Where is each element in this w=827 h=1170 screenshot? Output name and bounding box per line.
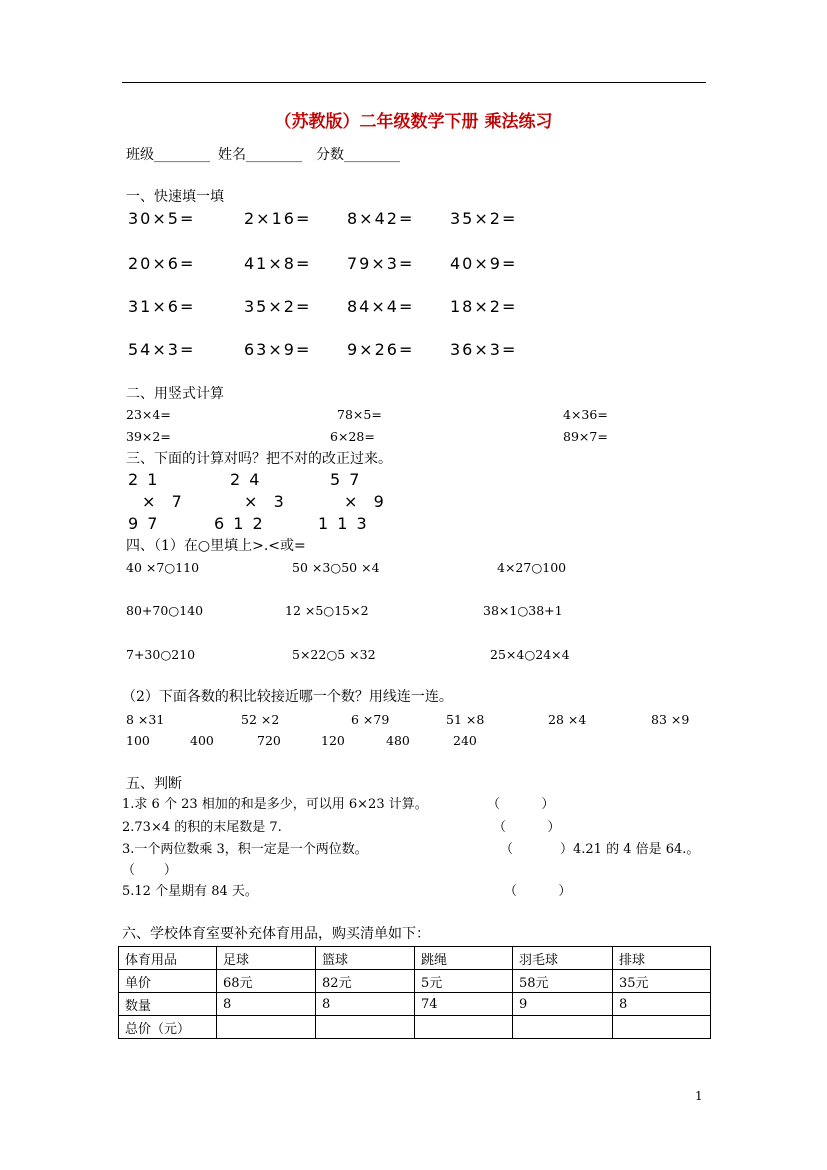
table-cell: 羽毛球 [513,947,613,970]
s4-number: 120 [321,733,345,748]
judge-q4: ）4.21 的 4 倍是 64.。 [560,842,700,857]
table-cell: 68元 [217,970,316,993]
table-cell: 8 [316,993,415,1016]
section4-sub-heading: （2）下面各数的积比较接近哪一个数？用线连一连。 [122,689,453,705]
table-cell: 8 [217,993,316,1016]
s1-item: 9×26= [347,340,415,359]
s4-product: 52 ×2 [241,712,280,727]
s4-item: 40 ×7○110 [126,560,200,575]
s4-item: 4×27○100 [497,560,567,575]
s2-item: 23×4= [126,407,171,422]
section6-heading: 六、学校体育室要补充体育用品，购买清单如下： [122,926,430,942]
s1-item: 30×5= [128,209,196,228]
s2-item: 4×36= [563,407,608,422]
header-rule [122,82,706,83]
judge-paren: （ ） [493,820,561,835]
table-cell: 82元 [316,970,415,993]
s4-item: 80+70○140 [126,603,204,618]
s4-product: 6 ×79 [351,712,390,727]
table-cell: 跳绳 [415,947,513,970]
s1-item: 36×3= [450,340,518,359]
s1-item: 54×3= [128,340,196,359]
s1-item: 63×9= [244,340,312,359]
table-row [119,947,711,970]
s3-mid: × 7 [142,492,184,511]
table-cell: 单价 [119,970,217,993]
s1-item: 40×9= [450,254,518,273]
name-field: 姓名________ [218,147,302,163]
s1-item: 20×6= [128,254,196,273]
table-cell: 篮球 [316,947,415,970]
table-cell: 数量 [119,993,217,1016]
s1-item: 31×6= [128,297,196,316]
s3-res: 9 7 [128,514,160,533]
section5-heading: 五、判断 [126,776,182,792]
section2-heading: 二、用竖式计算 [126,386,224,402]
s4-item: 50 ×3○50 ×4 [292,560,380,575]
table-cell: 5元 [415,970,513,993]
page-title: （苏教版）二年级数学下册 乘法练习 [274,112,553,132]
s2-item: 6×28= [330,429,375,444]
s3-mid: × 9 [344,492,386,511]
table-cell: 74 [415,993,513,1016]
s1-item: 84×4= [347,297,415,316]
table-cell: 9 [513,993,613,1016]
judge-paren: （ ） [504,884,572,899]
table-cell: 体育用品 [119,947,217,970]
table-cell: 58元 [513,970,613,993]
page-number: 1 [695,1089,703,1103]
s4-number: 720 [257,733,281,748]
table-input-cell[interactable] [316,1016,415,1039]
judge-q3: 3.一个两位数乘 3，积一定是一个两位数。 [122,842,368,857]
s4-number: 400 [190,733,214,748]
judge-paren: （ [500,842,514,857]
s2-item: 39×2= [126,429,171,444]
s4-item: 12 ×5○15×2 [285,603,369,618]
s4-item: 5×22○5 ×32 [292,647,376,662]
judge-paren: （ ） [487,797,555,812]
s4-number: 480 [386,733,410,748]
class-field: 班级________ [126,147,210,163]
table-row [119,1016,711,1039]
judge-q5: 5.12 个星期有 84 天。 [122,884,258,899]
s2-item: 78×5= [337,407,382,422]
section1-heading: 一、快速填一填 [126,189,224,205]
s1-item: 41×8= [244,254,312,273]
s4-product: 83 ×9 [651,712,690,727]
purchase-table [118,946,711,1039]
judge-q2: 2.73×4 的积的末尾数是 7. [122,820,282,835]
table-cell: 35元 [613,970,711,993]
table-input-cell[interactable] [613,1016,711,1039]
s1-item: 79×3= [347,254,415,273]
judge-q1: 1.求 6 个 23 相加的和是多少，可以用 6×23 计算。 [122,797,428,812]
table-cell: 足球 [217,947,316,970]
s4-product: 28 ×4 [548,712,587,727]
table-cell: 8 [613,993,711,1016]
section4-heading: 四、（1）在○里填上>.<或= [126,538,306,554]
s4-item: 25×4○24×4 [490,647,570,662]
s3-mid: × 3 [244,492,286,511]
table-row [119,970,711,993]
judge-paren: （ ） [122,863,177,878]
s4-number: 240 [453,733,477,748]
section3-heading: 三、下面的计算对吗？把不对的改正过来。 [126,451,392,467]
table-input-cell[interactable] [415,1016,513,1039]
s1-item: 8×42= [347,209,415,228]
s4-product: 8 ×31 [126,712,165,727]
table-row [119,993,711,1016]
s1-item: 35×2= [244,297,312,316]
s2-item: 89×7= [563,429,608,444]
table-cell: 排球 [613,947,711,970]
score-field: 分数________ [316,147,400,163]
s4-item: 38×1○38+1 [483,603,563,618]
s4-item: 7+30○210 [126,647,196,662]
table-cell: 总价（元） [119,1016,217,1039]
s3-res: 1 1 3 [318,514,369,533]
table-input-cell[interactable] [513,1016,613,1039]
s3-top: 2 1 [128,470,160,489]
s3-res: 6 1 2 [214,514,265,533]
s3-top: 5 7 [330,470,362,489]
s4-product: 51 ×8 [446,712,485,727]
s1-item: 35×2= [450,209,518,228]
s4-number: 100 [126,733,150,748]
table-input-cell[interactable] [217,1016,316,1039]
s1-item: 18×2= [450,297,518,316]
s3-top: 2 4 [230,470,262,489]
s1-item: 2×16= [244,209,312,228]
